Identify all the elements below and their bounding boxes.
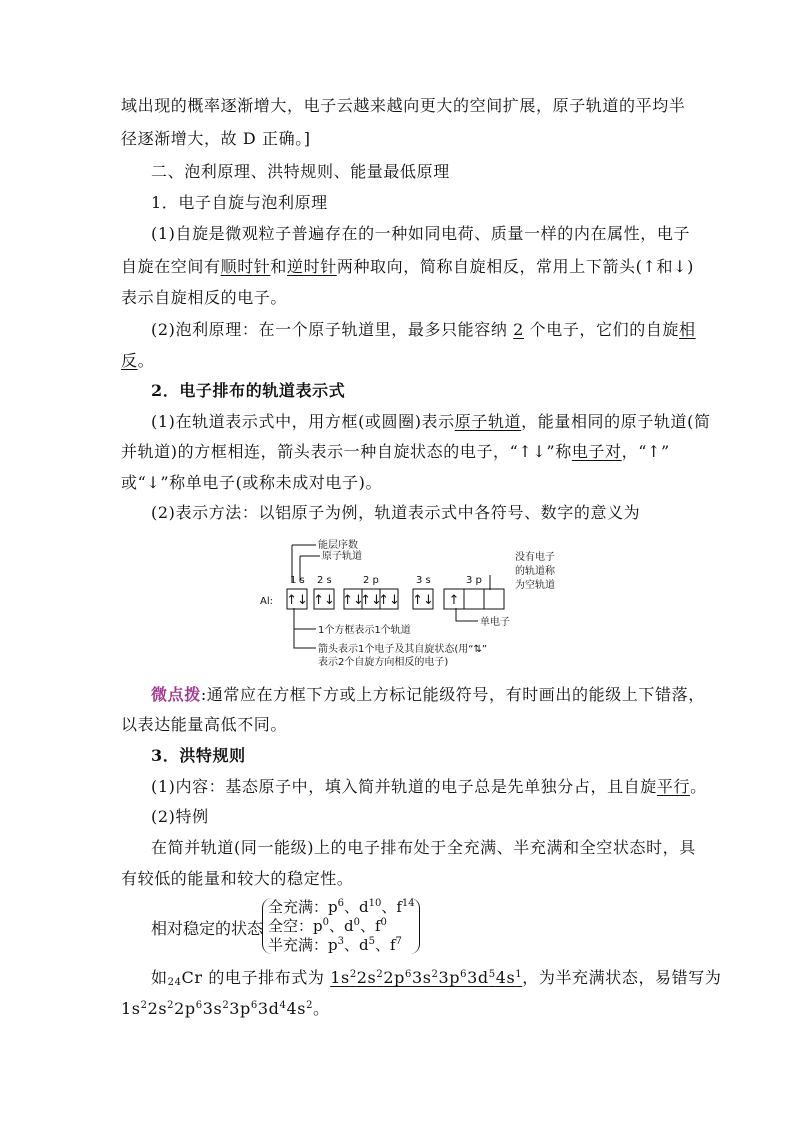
- blank-answer: 电子对: [571, 442, 622, 461]
- blank-answer: 2: [513, 320, 524, 339]
- text: (2)泡利原理：在一个原子轨道里，最多只能容纳: [151, 320, 514, 339]
- atomic-number: 24: [167, 977, 182, 988]
- blank-answer: 逆时针: [287, 257, 337, 276]
- text: ，“↑”: [621, 442, 670, 461]
- text: (1)内容：基态原子中，填入简并轨道的电子总是先单独分占，且自旋: [151, 777, 657, 796]
- stable-row-full: 全充满：$p^6$、$d^{10}$、$f^{14}$: [268, 898, 415, 916]
- text-line: (2)特例: [151, 807, 209, 826]
- section-title: 二、泡利原理、洪特规则、能量最低原理: [151, 162, 450, 181]
- tip-line: [151, 685, 705, 705]
- text: 如: [151, 968, 168, 987]
- row-label: 半充满：: [268, 936, 329, 954]
- electron-pair-arrow: ↑↓: [313, 593, 335, 608]
- electron-pair-arrow: ↑↓: [286, 593, 308, 608]
- stable-row-half: 半充满：$p^3$、$d^5$、$f^7$: [268, 936, 402, 954]
- text-line: [121, 257, 694, 277]
- text: :通常应在方框下方或上方标记能级符号，有时画出的能级上下错落，: [200, 685, 705, 704]
- text-line: [151, 412, 711, 432]
- text-line: [151, 777, 707, 797]
- heading-orbital-diagram: 2．电子排布的轨道表示式: [151, 381, 346, 400]
- text-line: (2)表示方法：以铝原子为例，轨道表示式中各符号、数字的意义为: [151, 503, 641, 522]
- label-box-meaning: 1个方框表示1个轨道: [318, 625, 411, 636]
- text: 并轨道)的方框相连，箭头表示一种自旋状态的电子，“↑↓”称: [121, 442, 572, 461]
- text: ，能量相同的原子轨道(简: [521, 412, 711, 431]
- tip-label: 微点拨: [151, 685, 201, 704]
- blank-answer: 平行: [656, 777, 691, 796]
- stable-label: 相对稳定的状态: [151, 919, 264, 938]
- stable-row-empty: 全空：$p^0$、$d^0$、$f^0$: [268, 917, 387, 935]
- label-orbital: 原子轨道: [322, 551, 362, 562]
- sublevel-label: 2 s: [317, 575, 332, 586]
- sublevel-label: 3 p: [466, 575, 482, 586]
- heading-hund-rule: 3．洪特规则: [151, 746, 246, 765]
- text-line: 径逐渐增大，故 D 正确。]: [121, 129, 311, 148]
- electron-pair-arrow: ↑↓: [342, 593, 364, 608]
- electron-pair-arrow: ↑↓: [360, 593, 382, 608]
- atom-symbol: Al:: [260, 596, 273, 607]
- text-line: 以表达能量高低不同。: [121, 715, 288, 734]
- text-line: 或“↓”称单电子(或称未成对电子)。: [121, 473, 383, 492]
- single-electron-arrow: ↑: [448, 593, 460, 608]
- blank-answer: 顺时针: [220, 257, 271, 276]
- blank-answer: 原子轨道: [454, 412, 522, 431]
- text: 。: [690, 777, 707, 796]
- label-energy-level: 能层序数: [318, 540, 358, 551]
- element-symbol: Cr: [181, 968, 203, 987]
- text: (1)在轨道表示式中，用方框(或圆圈)表示: [151, 412, 455, 431]
- sublevel-label: 1 s: [290, 575, 305, 586]
- label-empty-orbital: 的轨道称: [515, 566, 555, 577]
- text-line: (1)自旋是微观粒子普遍存在的一种如同电荷、质量一样的内在属性，电子: [151, 224, 691, 243]
- text: 两种取向，简称自旋相反，常用上下箭头(↑和↓): [336, 257, 694, 276]
- electron-pair-arrow: ↑↓: [412, 593, 434, 608]
- heading-spin-pauli: 1．电子自旋与泡利原理: [151, 193, 328, 212]
- text-line: [151, 320, 696, 340]
- text-line: 在简并轨道(同一能级)上的电子排布处于全充满、半充满和全空状态时，具: [151, 838, 696, 857]
- right-brace: [409, 898, 420, 954]
- text: 和: [270, 257, 288, 276]
- text: 自旋在空间有: [121, 257, 221, 276]
- label-arrow-meaning: 表示2个自旋方向相反的电子): [318, 657, 449, 668]
- label-empty-orbital: 为空轨道: [515, 580, 555, 591]
- text-line: [151, 968, 721, 988]
- text-line: 表示自旋相反的电子。: [121, 288, 288, 307]
- row-label: 全空：: [268, 917, 314, 935]
- text-line: [121, 442, 670, 462]
- label-single-electron: 单电子: [480, 617, 510, 628]
- row-label: 全充满：: [268, 898, 329, 916]
- text: 个电子，它们的自旋: [523, 320, 680, 339]
- text: ，为半充满状态，易错写为: [522, 968, 722, 987]
- text: 的电子排布式为: [202, 968, 331, 987]
- electron-pair-arrow: ↑↓: [378, 593, 400, 608]
- label-arrow-meaning: 箭头表示1个电子及其自旋状态(用“⇅”: [318, 644, 488, 655]
- text: 。: [137, 351, 155, 370]
- leader-line: [294, 608, 316, 629]
- text-line: 有较低的能量和较大的稳定性。: [121, 869, 354, 888]
- blank-answer: 相: [679, 320, 696, 339]
- text-line: [121, 351, 154, 371]
- text-line: 域出现的概率逐渐增大，电子云越来越向更大的空间扩展，原子轨道的平均半: [121, 96, 686, 115]
- cr-wrong-config: $1s^22s^22p^63s^23p^63d^44s^2$: [121, 999, 314, 1018]
- text-line: [121, 999, 330, 1019]
- label-empty-orbital: 没有电子: [515, 552, 555, 563]
- leader-line: [456, 608, 478, 621]
- text: 。: [313, 999, 330, 1018]
- aluminum-orbital-diagram: [260, 535, 580, 675]
- blank-answer: 反: [121, 351, 138, 370]
- sublevel-label: 2 p: [363, 575, 379, 586]
- sublevel-label: 3 s: [416, 575, 431, 586]
- leader-line: [294, 629, 316, 648]
- cr-correct-config: $1s^22s^22p^63s^23p^63d^54s^1$: [330, 968, 523, 987]
